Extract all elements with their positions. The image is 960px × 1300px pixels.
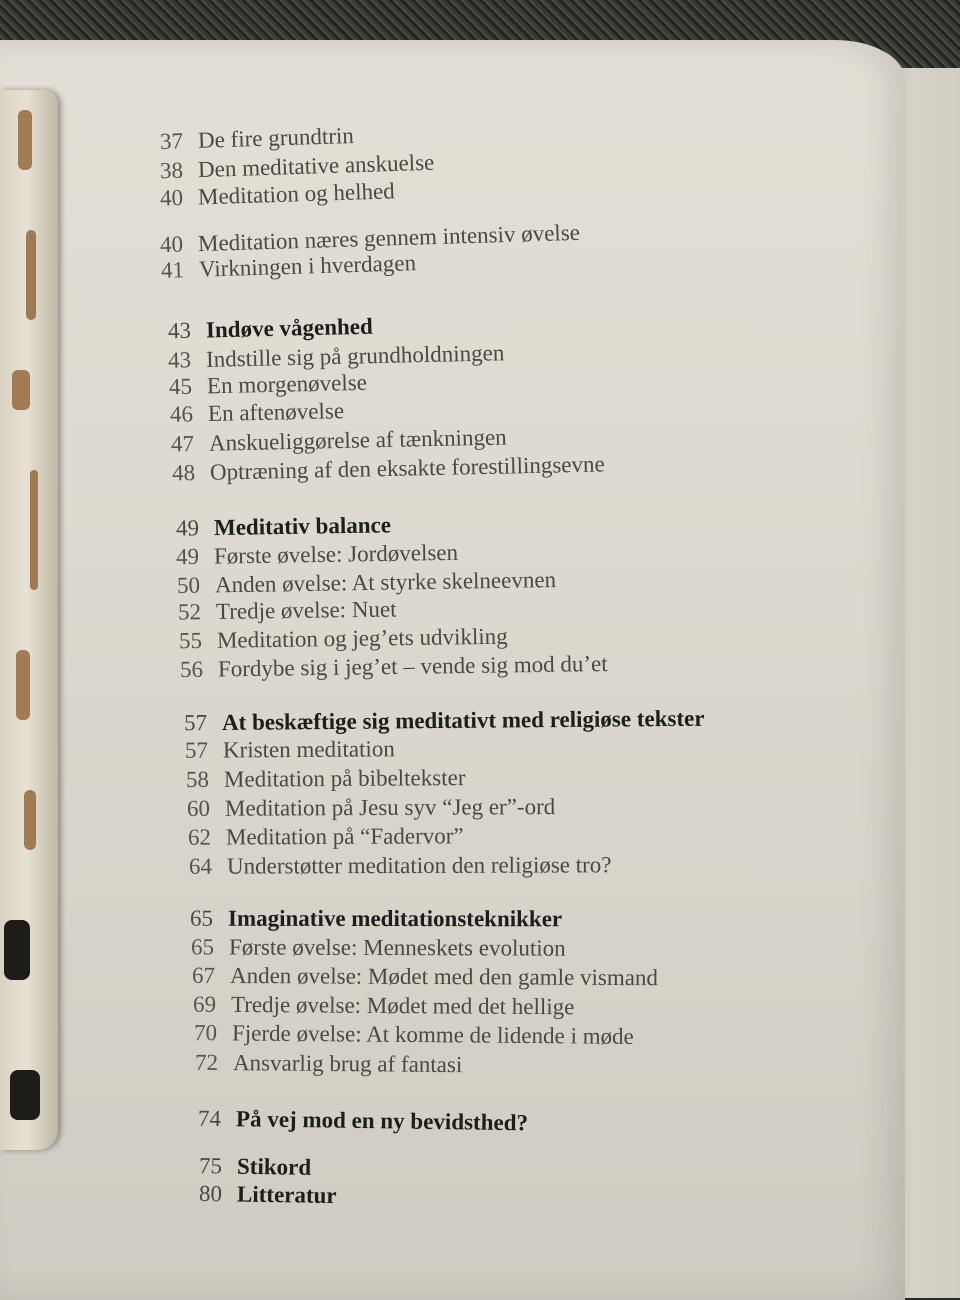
- toc-title: En morgenøvelse: [206, 369, 368, 399]
- toc-page-number: 46: [169, 401, 194, 427]
- toc-title: Meditation næres gennem intensiv øvelse: [197, 219, 581, 257]
- toc-section-heading: [199, 1153, 312, 1181]
- toc-entry: [189, 852, 612, 879]
- toc-entry: [195, 1050, 463, 1078]
- toc-title: Meditation på Jesu syv “Jeg er”-ord: [224, 794, 556, 821]
- toc-page-number: 64: [188, 853, 213, 879]
- toc-title: At beskæftige sig meditativt med religiøse tekster: [221, 705, 705, 735]
- toc-title: Den meditative anskuelse: [197, 149, 435, 183]
- toc-page-number: 75: [198, 1153, 223, 1179]
- toc-entry: [185, 736, 395, 763]
- toc-entry: [179, 624, 508, 655]
- toc-entry: [194, 1020, 634, 1050]
- toc-title: Anden øvelse: Mødet med den gamle vismand: [229, 962, 659, 991]
- toc-page-number: 60: [186, 795, 211, 821]
- toc-title: Litteratur: [236, 1181, 337, 1209]
- toc-title: Meditation og helhed: [197, 178, 396, 210]
- toc-section-heading: [184, 706, 705, 737]
- toc-page-number: 43: [167, 317, 192, 344]
- toc-page-number: 40: [159, 231, 184, 258]
- toc-title: Meditation og jeg’ets udvikling: [216, 623, 508, 653]
- toc-title: Imaginative meditationsteknikker: [227, 905, 563, 932]
- toc-title: De fire grundtrin: [197, 122, 355, 153]
- toc-title: Første øvelse: Jordøvelsen: [213, 539, 459, 569]
- toc-entry: [192, 963, 658, 991]
- toc-entry: [170, 398, 345, 428]
- toc-section-heading: [190, 906, 562, 933]
- toc-section-heading: [199, 1181, 337, 1209]
- toc-page-number: 74: [197, 1105, 222, 1132]
- toc-section-heading: [176, 512, 391, 541]
- toc-title: Optræning af den eksakte forestillingsevne: [209, 451, 605, 485]
- toc-page-number: 56: [179, 656, 204, 682]
- toc-title: Indstille sig på grundholdningen: [205, 340, 505, 372]
- toc-title: Stikord: [236, 1153, 312, 1180]
- toc-title: Understøtter meditation den religiøse tro?: [226, 852, 612, 879]
- toc-page-number: 65: [190, 934, 215, 960]
- toc-page-number: 47: [170, 431, 195, 457]
- toc-page-number: 52: [177, 599, 202, 625]
- toc-title: Meditativ balance: [213, 512, 392, 541]
- toc-title: Tredje øvelse: Nuet: [215, 596, 397, 624]
- toc-entry: [178, 596, 397, 625]
- toc-page-number: 80: [198, 1180, 223, 1207]
- toc-entry: [160, 178, 395, 211]
- toc-entry: [172, 451, 605, 486]
- toc-page-number: 57: [183, 710, 208, 736]
- toc-page-number: 62: [187, 824, 212, 850]
- toc-title: Fjerde øvelse: At komme de lidende i møde: [231, 1020, 634, 1049]
- toc-entry: [193, 992, 575, 1021]
- toc-title: Ansvarlig brug af fantasi: [232, 1050, 463, 1078]
- toc-page-number: 50: [176, 572, 201, 598]
- toc-title: På vej mod en ny bevidsthed?: [235, 1106, 529, 1136]
- toc-entry: [187, 794, 555, 822]
- toc-page-number: 70: [193, 1020, 218, 1046]
- toc-page-number: 41: [160, 257, 185, 283]
- toc-page-number: 67: [191, 962, 216, 988]
- table-of-contents: [0, 40, 905, 1300]
- toc-page-number: 40: [159, 184, 184, 211]
- toc-entry: [188, 823, 464, 850]
- toc-entry: [160, 123, 355, 155]
- toc-page-number: 58: [185, 766, 210, 792]
- toc-title: Anskueliggørelse af tænkningen: [208, 424, 507, 456]
- toc-page-number: 38: [159, 157, 184, 184]
- toc-page-number: 49: [175, 515, 200, 541]
- toc-title: Indøve vågenhed: [205, 313, 374, 343]
- toc-entry: [180, 651, 608, 683]
- toc-page-number: 45: [168, 373, 193, 400]
- toc-page-number: 55: [178, 627, 203, 654]
- toc-entry: [191, 934, 566, 961]
- toc-entry: [176, 540, 458, 570]
- toc-title: Anden øvelse: At styrke skelneevnen: [214, 567, 557, 598]
- toc-entry: [177, 567, 556, 599]
- toc-page-number: 57: [184, 737, 209, 763]
- toc-title: En aftenøvelse: [207, 398, 345, 427]
- toc-section-heading: [168, 314, 373, 345]
- toc-title: Fordybe sig i jeg’et – vende sig mod du’et: [217, 651, 608, 682]
- toc-page-number: 65: [189, 905, 214, 931]
- book-page: [0, 40, 905, 1300]
- toc-entry: [168, 340, 505, 374]
- toc-entry: [171, 424, 507, 457]
- toc-page-number: 48: [171, 460, 196, 486]
- toc-page-number: 69: [192, 991, 217, 1017]
- book-spine: [0, 90, 58, 1150]
- toc-title: Tredje øvelse: Mødet med det hellige: [230, 991, 575, 1020]
- toc-title: Første øvelse: Menneskets evolution: [228, 934, 566, 961]
- toc-entry: [169, 370, 367, 400]
- toc-section-heading: [198, 1106, 528, 1137]
- toc-page-number: 43: [167, 347, 192, 373]
- toc-title: Kristen meditation: [222, 736, 395, 763]
- toc-page-number: 49: [175, 543, 200, 570]
- toc-title: Meditation på bibeltekster: [223, 765, 466, 792]
- toc-title: Virkningen i hverdagen: [198, 250, 417, 282]
- toc-entry: [186, 765, 466, 793]
- toc-page-number: 72: [194, 1049, 219, 1076]
- toc-page-number: 37: [159, 128, 184, 155]
- toc-title: Meditation på “Fadervor”: [225, 823, 464, 850]
